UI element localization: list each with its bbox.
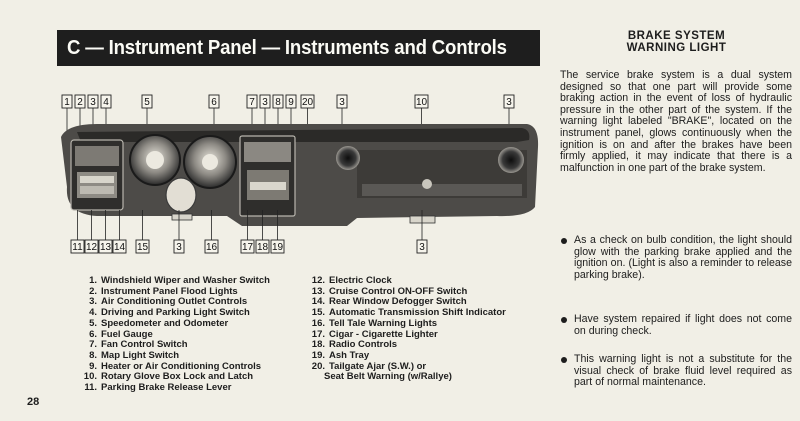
item-label: Heater or Air Conditioning Controls [101,360,262,372]
callout-label: 12 [85,242,98,253]
item-label: Speedometer and Odometer [101,317,229,329]
item-label: Windshield Wiper and Washer Switch [101,275,270,286]
instrument-panel-photo [57,92,542,254]
sidebar-bullet: This warning light is not a substitute for the visual check of brake fluid level required as part of normal maintenance. [560,354,792,389]
callout-label: 14 [113,242,126,253]
item-number: 20. [311,360,325,372]
item-number: 11. [84,382,97,394]
page-number: 28 [27,396,40,408]
callout-label: 13 [99,242,112,253]
callout-label: 9 [288,97,294,108]
callout-label: 17 [241,242,254,253]
item-number: 12. [311,275,325,286]
callout-label: 6 [211,97,217,108]
item-number: 3. [89,296,97,308]
item-label: Driving and Parking Light Switch [101,307,250,319]
air-outlet-center [336,146,360,170]
item-label: Air Conditioning Outlet Controls [101,296,248,308]
list-item [80,383,270,394]
callout-label: 3 [506,97,512,108]
item-label: Electric Clock [329,275,392,286]
item-number: 17. [311,328,325,340]
sidebar-title: BRAKE SYSTEM WARNING LIGHT [626,30,727,54]
callout-label: 20 [301,97,314,108]
item-number: 2. [89,285,97,297]
item-label: Rotary Glove Box Lock and Latch [101,371,254,383]
item-number: 19. [311,349,325,361]
callout-label: 3 [90,97,96,108]
callout-label: 2 [77,97,83,108]
item-number: 8. [89,349,97,361]
sidebar-paragraph: The service brake system is a dual system designed so that one part will provide some braking action in the event of loss of hydraulic pressure in the other part of the system. If the warning light labeled "BRAKE", located on the instrument panel, glows continuously when the ignition is on and after the brakes have been firmly applied, it may indicate that there is a malfunction in one part of the brake system. [560,69,792,174]
item-label: Map Light Switch [101,349,180,361]
item-label: Tailgate Ajar (S.W.) or [329,360,427,372]
item-label: Rear Window Defogger Switch [329,296,467,308]
item-number: 16. [311,317,325,329]
callout-label: 16 [205,242,218,253]
callout-label: 5 [144,97,150,108]
steering-column-opening [166,178,196,212]
item-number: 1. [89,275,97,286]
component-list-right [303,276,506,383]
component-list-left [80,276,270,394]
item-label: Instrument Panel Flood Lights [101,285,238,297]
air-outlet-right [498,147,524,173]
glove-box-lock [422,179,432,189]
item-label: Cruise Control ON-OFF Switch [329,285,468,297]
callout-label: 3 [262,97,268,108]
item-number: 6. [89,328,97,340]
item-number: 10. [83,371,97,383]
item-label: Fan Control Switch [101,339,188,351]
callout-label: 3 [419,242,425,253]
callout-label: 3 [339,97,345,108]
list-item-continuation: Seat Belt Warning (w/Rallye) [324,371,452,383]
item-label: Radio Controls [329,339,398,351]
callout-label: 10 [415,97,428,108]
callout-label: 1 [64,97,70,108]
item-label: Parking Brake Release Lever [101,382,232,394]
item-number: 15. [311,307,325,319]
callout-label: 4 [103,97,109,108]
item-label: Automatic Transmission Shift Indicator [329,307,506,319]
item-number: 14. [311,296,325,308]
callout-label: 18 [256,242,269,253]
sidebar-bullet: As a check on bulb condition, the light should glow with the parking brake applied and the ignition on. (Light is also a reminder to release parking brake). [560,235,792,281]
callout-label: 11 [72,242,83,253]
item-label: Cigar - Cigarette Lighter [329,328,438,340]
bullet-dot-icon [561,357,567,363]
callout-label: 3 [176,242,182,253]
item-number: 4. [89,307,97,319]
bullet-dot-icon [561,238,567,244]
section-title: C — Instrument Panel — Instruments and Controls [57,30,540,66]
item-label: Tell Tale Warning Lights [329,317,438,329]
sidebar-bullet: Have system repaired if light does not come on during check. [560,314,792,337]
item-number: 9. [89,360,97,372]
item-number: 7. [89,339,97,351]
item-label: Ash Tray [329,349,370,361]
callout-label: 8 [275,97,281,108]
item-label: Fuel Gauge [101,328,153,340]
item-number: 18. [311,339,325,351]
item-number: 13. [311,285,325,297]
callout-label: 15 [136,242,149,253]
item-number: 5. [89,317,97,329]
bullet-dot-icon [561,317,567,323]
callout-label: 19 [271,242,284,253]
callout-label: 7 [249,97,255,108]
